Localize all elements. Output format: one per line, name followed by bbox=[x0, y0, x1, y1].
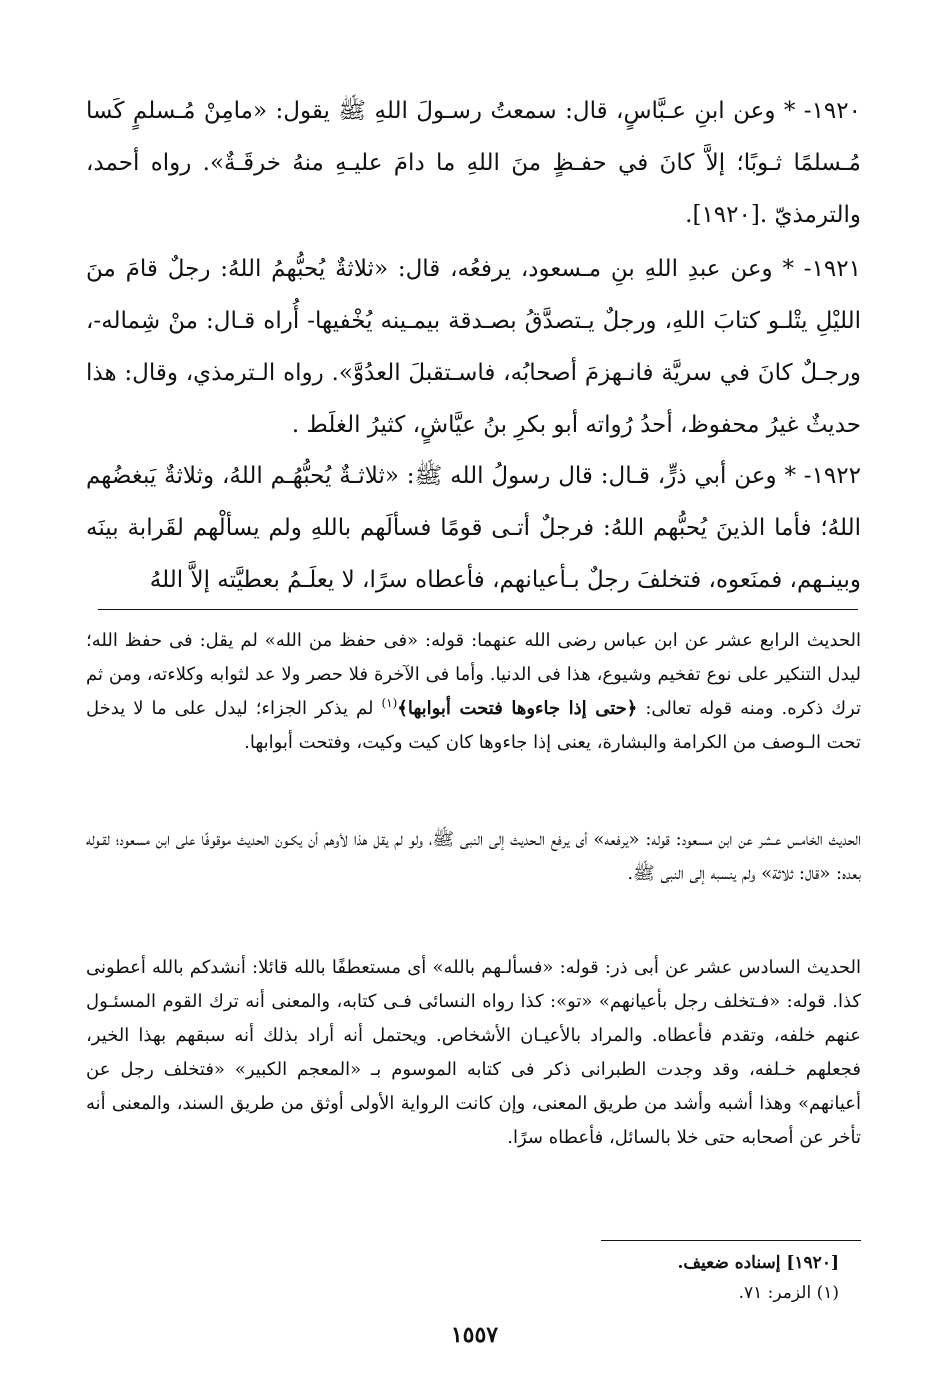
quran-quote: ﴿حتى إذا جاءوها فتحت أبوابها﴾ bbox=[397, 698, 638, 719]
footnote-grading: [١٩٢٠] إسناده ضعيف. bbox=[677, 1253, 839, 1273]
commentary-part: الحديث الرابع عشر عن ابن عباس رضى الله عنهما: قوله: «فى حفظ من الله» لم يقل: فى حفظ الله؛ ليدل التنكير على نوع تفخيم وشيوع، هذا فى الدنيا. وأما فى الآخرة فلا حصر ولا عد لثوابه وكلاءته، ومن ثم ترك ذكره. ومنه قوله تعالى: bbox=[86, 630, 862, 719]
hadith-1920 bbox=[86, 85, 861, 241]
hadith-text: ١٩٢١- * وعن عبدِ اللهِ بنِ مـسعود، يرفعُه، قال: «ثلاثةٌ يُحبُّهمُ اللهُ: رجلٌ قامَ منَ الليْلِ يتْلـو كتابَ اللهِ، ورجلٌ يـتصدَّقُ بصـدقة بيمـينه يُخْفيها- أُراه قـال: منْ شِماله-، ورجـلٌ كانَ في سريَّة فانـهزمَ أصحابُه، فاسـتقبلَ العدُوَّ». رواه الـترمذي، وقال: هذا حديثٌ غيرُ محفوظ، أحدُ رُواته أبو بكرِ بنُ عيَّاشٍ، كثيرُ الغلَط . bbox=[86, 256, 861, 438]
page-number: ١٥٥٧ bbox=[450, 1322, 499, 1348]
main-text-divider bbox=[98, 609, 858, 610]
commentary-part: لم يذكر الجزاء؛ ليدل على ما لا يدخل تحت الـوصف من الكرامة والبشارة، يعنى إذا جاءوها كان كيت وكيت، وفتحت أبوابها. bbox=[86, 698, 861, 753]
commentary-hadith-16 bbox=[86, 951, 861, 1155]
hadith-text: ١٩٢٢- * وعن أبي ذرٍّ، قـال: قال رسولُ الله ﷺ: «ثلاثـةٌ يُحبُّهُـم اللهُ، وثلاثةٌ يَبغضُهم اللهُ؛ فأما الذينَ يُحبُّهم اللهُ: فرجلٌ أتـى قومًا فسألَهم باللهِ ولم يسألْهم لقَرابة بينَه وبينـهم، فمنَعوه، فتخلفَ رجلٌ بـأعيانهم، فأعطاه سرًا، لا يعلَـمُ بعطيَّته إلاَّ اللهُ bbox=[86, 463, 861, 593]
footnotes bbox=[239, 1248, 839, 1308]
hadith-text: ١٩٢٠- * وعن ابنِ عـبَّاسٍ، قال: سمعتُ رسـولَ اللهِ ﷺ يقول: «مامِنْ مُـسلمٍ كَسا مُـسلمًا ثـوبًا؛ إلاَّ كانَ في حفـظٍ منَ اللهِ ما دامَ عليـهِ منهُ خرقَـةٌ». رواه أحمد، والترمذيّ .[١٩٢٠]. bbox=[86, 98, 861, 228]
footnote-marker: (١) bbox=[381, 696, 398, 710]
footnote-quran-ref: (١) الزمر: ٧١. bbox=[738, 1283, 839, 1303]
commentary-text: الحديث السادس عشر عن أبى ذر: قوله: «فسألـهم بالله» أى مستعطفًا بالله قائلا: أنشدكم بالله أعطونى كذا. قوله: «فـتخلف رجل بأعيانهم» «تو»: كذا رواه النسائى فـى كتابه، والمعنى أنه ترك القوم المسئـول عنهم خلفه، وتقدم فأعطاه. والمراد بالأعيـان الأشخاص. ويحتمل أنه أراد بذلك أنه سبقهم بهذا الخير، فجعلهم خـلفه، وقد وجدت الطبرانى ذكر فى كتابه الموسوم بـ «المعجم الكبير» «فتخلف رجل عن أعيانهم» وهذا أشبه وأشد من طريق المعنى، وإن كانت الرواية الأولى أوثق من طريق السند، والمعنى أنه تأخر عن أصحابه حتى خلا بالسائل، فأعطاه سرًا. bbox=[86, 957, 861, 1148]
commentary-text bbox=[86, 624, 861, 760]
hadith-1921 bbox=[86, 243, 861, 451]
footnotes-divider bbox=[601, 1240, 861, 1241]
commentary-text: الحديث الخامس عـشر عن ابن مسعود: قوله: «يرفعه» أى يرفع الـحديث إلى النبى ﷺ، ولو لم يقل هذا لأوهم أن يكـون الحديث موقوفًا على ابن مسعود؛ لقـوله بعده: «قال: ثلاثة» ولم ينسبه إلى النبى ﷺ. bbox=[86, 829, 861, 884]
commentary-hadith-14 bbox=[86, 624, 861, 760]
hadith-1922 bbox=[86, 450, 861, 606]
commentary-hadith-15 bbox=[86, 823, 861, 891]
